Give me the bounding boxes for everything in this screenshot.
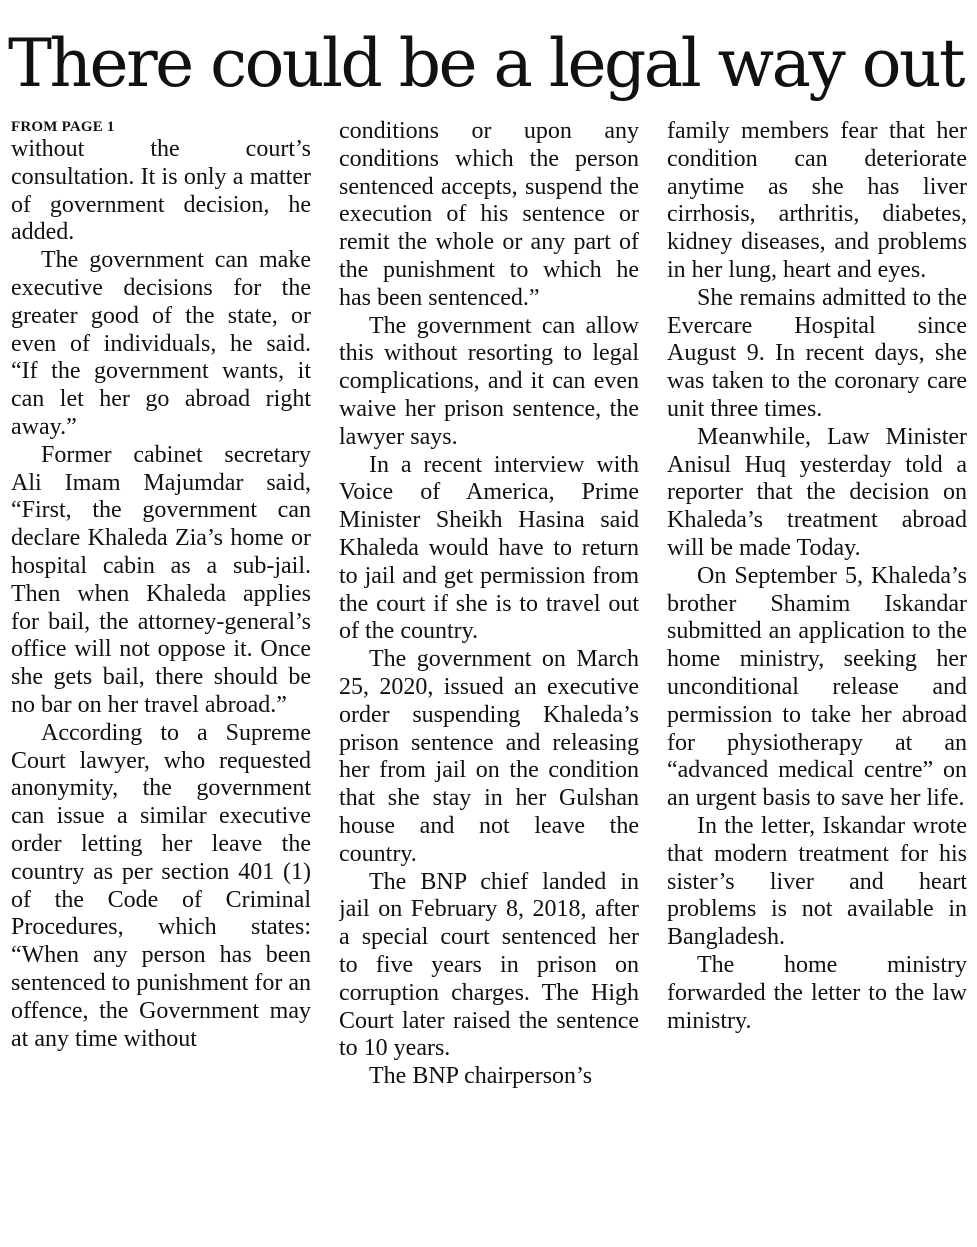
paragraph: According to a Supreme Court lawyer, who requested anonymity, the government can issue a similar executive order letting her leave the country as per section 401 (1) of the Code of Criminal Procedures, which states: “When any person has been sentenced to punishment for an offence, the Government may at any time without — [11, 719, 311, 1052]
paragraph: The government on March 25, 2020, issued an executive order suspending Khaleda’s prison sentence and releasing her from jail on the condition that she stay in her Gulshan house and not leave the country. — [339, 646, 639, 867]
paragraph: In the letter, Iskandar wrote that modern treatment for his sister’s liver and heart problems is not available in Bangladesh. — [667, 812, 967, 951]
paragraph: Meanwhile, Law Minister Anisul Huq yesterday told a reporter that the decision on Khaleda’s treatment abroad will be made Today. — [667, 423, 967, 561]
paragraph: The government can allow this without resorting to legal complications, and it can even waive her prison sentence, the lawyer says. — [339, 312, 639, 450]
continuation-kicker: FROM PAGE 1 — [11, 119, 115, 135]
paragraph: She remains admitted to the Evercare Hospital since August 9. In recent days, she was taken to the coronary care unit three times. — [667, 284, 967, 422]
paragraph: The BNP chairperson’s — [369, 1063, 593, 1090]
paragraph: Former cabinet secretary Ali Imam Majumdar said, “First, the government can declare Khaleda Zia’s home or hospital cabin as a sub-jail. Then when Khaleda applies for bail, the attorney-general’s office will not oppose it. Once she gets bail, there should be no bar on her travel abroad.” — [11, 441, 311, 718]
paragraph: family members fear that her condition can deteriorate anytime as she has liver cirrhosis, arthritis, diabetes, kidney diseases, and problems in her lung, heart and eyes. — [667, 118, 967, 283]
paragraph: In a recent interview with Voice of America, Prime Minister Sheikh Hasina said Khaleda would have to return to jail and get permission from the court if she is to travel out of the country. — [339, 451, 639, 645]
article-column-1 — [11, 118, 311, 1233]
article-column-2 — [339, 118, 639, 1233]
headline: There could be a legal way out — [8, 25, 964, 102]
paragraph: conditions or upon any conditions which the person sentenced accepts, suspend the execution of his sentence or remit the whole or any part of the punishment to which he has been sentenced.” — [339, 118, 639, 311]
paragraph: The government can make executive decisions for the greater good of the state, or even of individuals, he said. “If the government wants, it can let her go abroad right away.” — [11, 247, 311, 440]
paragraph: The BNP chief landed in jail on February 8, 2018, after a special court sentenced her to five years in prison on corruption charges. The High Court later raised the sentence to 10 years. — [339, 868, 639, 1062]
paragraph: On September 5, Khaleda’s brother Shamim Iskandar submitted an application to the home ministry, seeking her unconditional release and permission to take her abroad for physiotherapy at an “advanced medical centre” on an urgent basis to save her life. — [667, 562, 967, 812]
paragraph: without the court’s consultation. It is only a matter of government decision, he added. — [11, 136, 311, 246]
article-column-3 — [667, 118, 967, 1233]
paragraph: The home ministry forwarded the letter to the law ministry. — [667, 951, 967, 1034]
